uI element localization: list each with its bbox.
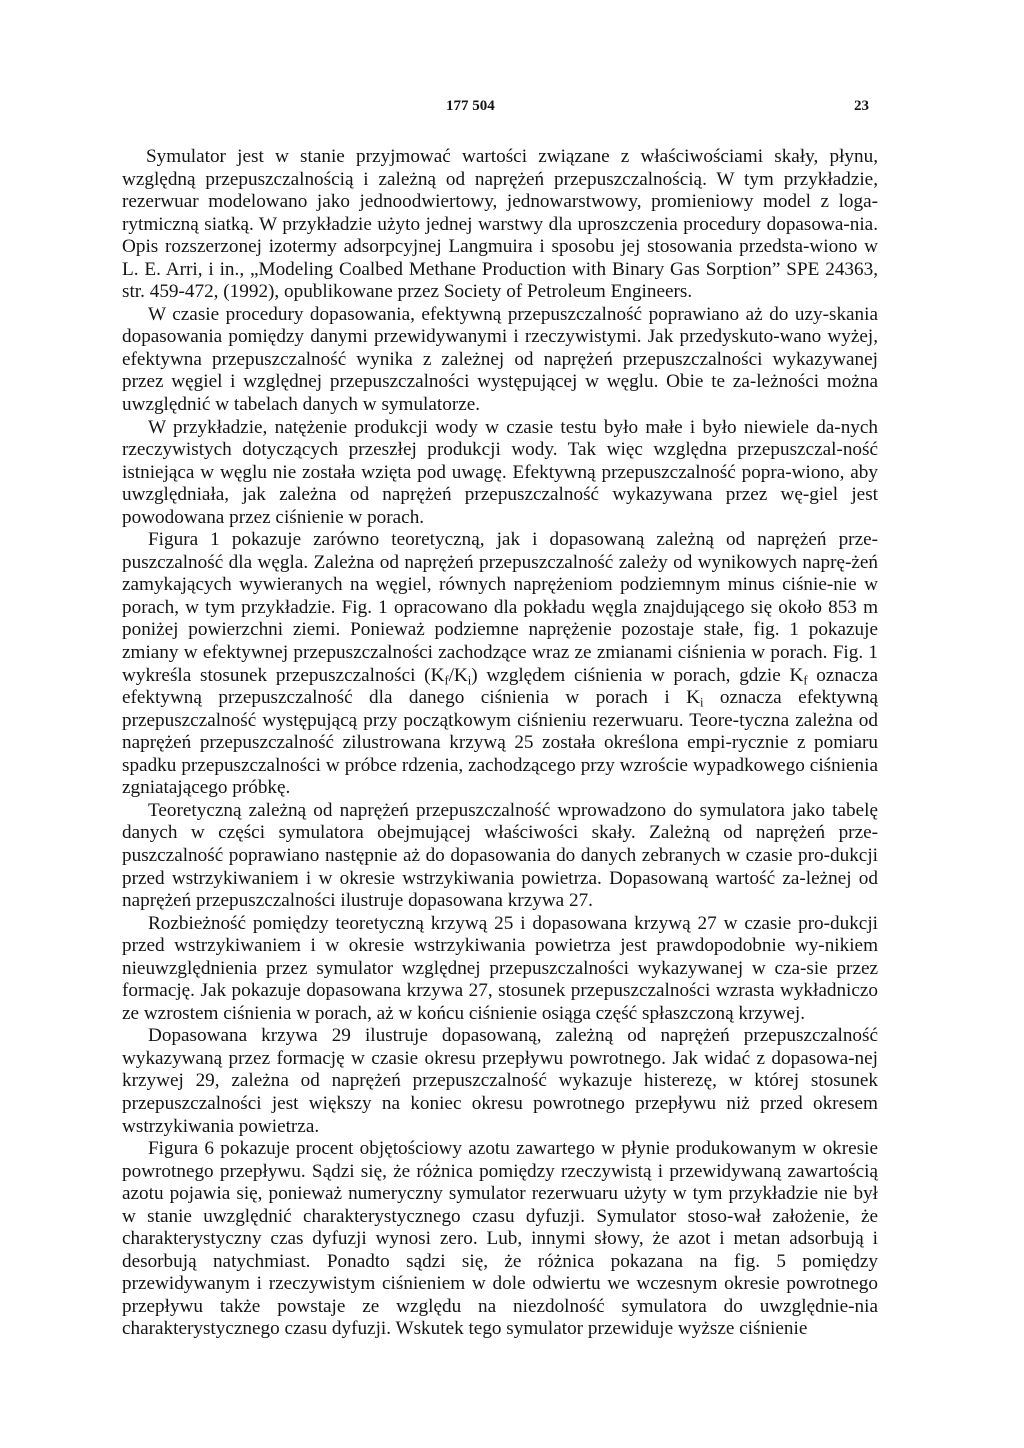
page-header [0, 98, 1024, 118]
paragraph [122, 146, 878, 304]
body-text [122, 146, 878, 1341]
paragraph-text: Figura 6 pokazuje procent objętościowy azotu zawartego w płynie produkowanym w okresie powrotnego przepływu. Sądzi się, że różnica pomiędzy rzeczywistą i przewidywaną zawartością azotu pojawia się, ponieważ numeryczny symulator rezerwuaru użyty w tym przykładzie nie był w stanie uwzględnić charakterystycznego czasu dyfuzji. Symulator stoso-wał założenie, że charakterystyczny czas dyfuzji wynosi zero. Lub, innymi słowy, że azot i metan adsorbują i desorbują natychmiast. Ponadto sądzi się, że różnica pokazana na fig. 5 pomiędzy przewidywanym i rzeczywistym ciśnieniem w dole odwiertu we wczesnym okresie powrotnego przepływu także powstaje ze względu na niezdolność symulatora do uwzględnie-nia charakterystycznego czasu dyfuzji. Wskutek tego symulator przewiduje wyższe ciśnienie [122, 1138, 878, 1340]
paragraph-text: Figura 1 pokazuje zarówno teoretyczną, jak i dopasowaną zależną od naprężeń prze-puszczalność dla węgla. Zależna od naprężeń przepuszczalność zależy od wynikowych naprę-żeń zamykających wywieranych na węgiel, równych naprężeniom podziemnym minus ciśnie-nie w porach, w tym przykładzie. Fig. 1 opracowano dla pokładu węgla znajdującego się około 853 m poniżej powierzchni ziemi. Ponieważ podziemne naprężenie pozostaje stałe, fig. 1 pokazuje zmiany w efektywnej przepuszczalności zachodzące wraz ze zmianami ciśnienia w porach. Fig. 1 wykreśla stosunek przepuszczalności (K [122, 529, 878, 686]
paragraph-text: Teoretyczną zależną od naprężeń przepuszczalność wprowadzono do symulatora jako tabelę danych w części symulatora obejmującej właściwości skały. Zależną od naprężeń prze-puszczalność poprawiano następnie aż do dopasowania do danych zebranych w czasie pro-dukcji przed wstrzykiwaniem i w okresie wstrzykiwania powietrza. Dopasowaną wartość za-leżnej od naprężeń przepuszczalności ilustruje dopasowana krzywa 27. [122, 799, 878, 912]
paragraph [122, 1138, 878, 1341]
patent-number: 177 504 [446, 98, 495, 114]
paragraph-text: Rozbieżność pomiędzy teoretyczną krzywą 25 i dopasowana krzywą 27 w czasie pro-dukcji przed wstrzykiwaniem i w okresie wstrzykiwania powietrza jest prawdopodobnie wy-nikiem nieuwzględnienia przez symulator względnej przepuszczalności wykazywanej w cza-sie przez formację. Jak pokazuje dopasowana krzywa 27, stosunek przepuszczalności wzrasta wykładniczo ze wzrostem ciśnienia w porach, aż w końcu ciśnienie osiąga część spłaszczoną krzywej. [122, 912, 878, 1024]
page-number: 23 [854, 98, 869, 114]
subscript: f [444, 673, 449, 688]
subscript: f [803, 673, 808, 688]
paragraph [122, 417, 878, 530]
paragraph-text: oznacza efektywną przepuszczalność dla danego ciśnienia w porach i K [122, 664, 878, 709]
subscript: i [467, 673, 472, 688]
paragraph [122, 913, 878, 1026]
paragraph-text: W czasie procedury dopasowania, efektywną przepuszczalność poprawiano aż do uzy-skania dopasowania pomiędzy danymi przewidywanymi i rzeczywistymi. Jak przedyskuto-wano wyżej, efektywna przepuszczalność wynika z zależnej od naprężeń przepuszczalności wykazywanej przez węgiel i względnej przepuszczalności występującej w węglu. Obie te za-leżności można uwzględnić w tabelach danych w symulatorze. [122, 303, 878, 416]
paragraph-text: oznacza efektywną przepuszczalność występującą przy początkowym ciśnieniu rezerwuaru. Teore-tyczna zależna od naprężeń przepuszczalność zilustrowana krzywą 25 została określona empi-rycznie z pomiaru spadku przepuszczalności w próbce rdzenia, zachodzącego przy wzroście wypadkowego ciśnienia zgniatającego próbkę. [122, 687, 878, 799]
paragraph-text: W przykładzie, natężenie produkcji wody w czasie testu było małe i było niewiele da-nych rzeczywistych dotyczących przeszłej produkcji wody. Tak więc względna przepuszczal-ność istniejąca w węglu nie została wzięta pod uwagę. Efektywną przepuszczalność popra-wiono, aby uwzględniała, jak zależna od naprężeń przepuszczalność wykazywana przez wę-giel jest powodowana przez ciśnienie w porach. [122, 416, 878, 528]
subscript: i [699, 695, 704, 710]
paragraph [122, 800, 878, 913]
paragraph-text: Dopasowana krzywa 29 ilustruje dopasowaną, zależną od naprężeń przepuszczalność wykazywaną przez formację w czasie okresu przepływu powrotnego. Jak widać z dopasowa-nej krzywej 29, zależna od naprężeń przepuszczalność wykazuje histerezę, w której stosunek przepuszczalności jest większy na koniec okresu powrotnego przepływu niż przed okresem wstrzykiwania powietrza. [122, 1025, 878, 1137]
paragraph-text: Symulator jest w stanie przyjmować wartości związane z właściwościami skały, płynu, względną przepuszczalnością i zależną od naprężeń przepuszczalnością. W tym przykładzie, rezerwuar modelowano jako jednoodwiertowy, jednowarstwowy, promieniowy model z loga-rytmiczną siatką. W przykładzie użyto jednej warstwy dla uproszczenia procedury dopasowa-nia. Opis rozszerzonej izotermy adsorpcyjnej Langmuira i sposobu jej stosowania przedsta-wiono w L. E. Arri, i in., „Modeling Coalbed Methane Production with Binary Gas Sorption” SPE 24363, str. 459-472, (1992), opublikowane przez Society of Petroleum Engineers. [122, 146, 878, 303]
paragraph [122, 304, 878, 417]
paragraph [122, 1025, 878, 1138]
paragraph-text: /K [448, 664, 468, 686]
paragraph [122, 529, 878, 800]
paragraph-text: ) względem ciśnienia w porach, gdzie K [471, 664, 804, 686]
